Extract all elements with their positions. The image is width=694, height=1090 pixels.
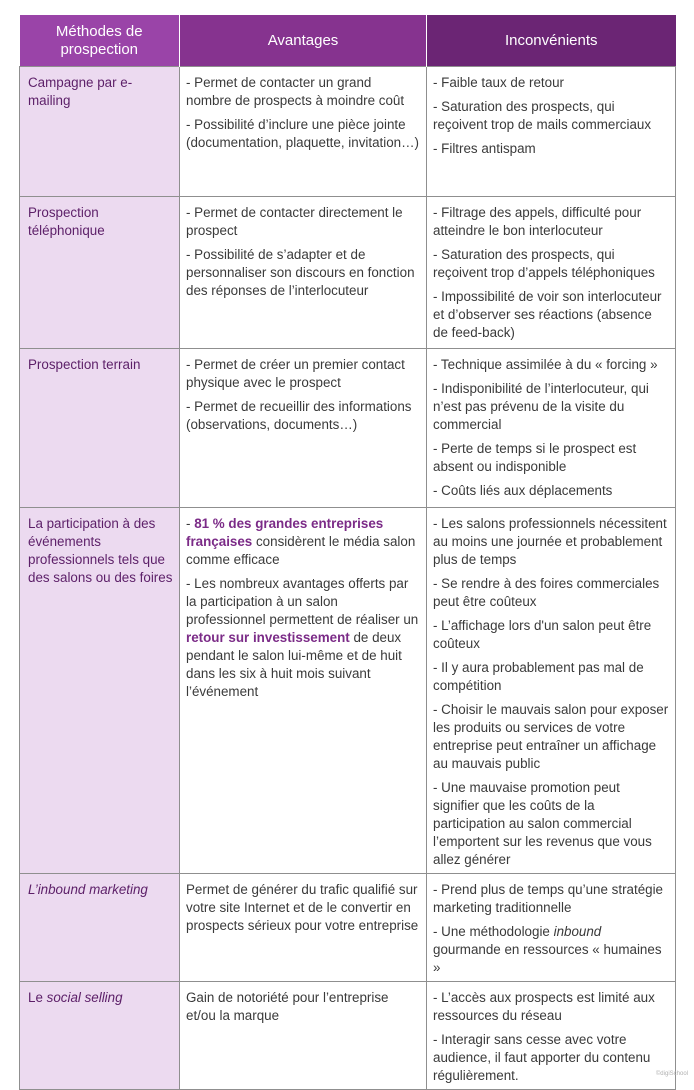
highlight-text: 81 % des grandes entreprises françaises: [186, 516, 384, 549]
method-cell: [20, 874, 180, 982]
list-item: - Faible taux de retour: [433, 75, 564, 90]
disadvantages-cell: [427, 982, 676, 1090]
list-item: - Permet de recueillir des informations (observations, documents…): [186, 399, 412, 432]
item-suffix: de deux pendant le salon lui-même et de huit dans les six à huit mois suivant l’événement: [186, 630, 402, 699]
list-item: - Possibilité d’inclure une pièce jointe (documentation, plaquette, invitation…): [186, 117, 419, 150]
advantages-cell: [180, 349, 427, 508]
disadvantages-cell: [427, 349, 676, 508]
list-item: - Les salons professionnels nécessitent au moins une journée et probablement plus de temps: [433, 516, 667, 567]
item-prefix: - Les nombreux avantages offerts par la participation à un salon professionnel permettent de réaliser un: [186, 576, 419, 627]
header-methods: Méthodes de prospection: [20, 15, 180, 67]
list-item: Gain de notoriété pour l’entreprise et/ou la marque: [186, 990, 389, 1023]
list-item: - Interagir sans cesse avec votre audience, il faut apporter du contenu régulièrement.: [433, 1032, 651, 1083]
advantages-cell: [180, 67, 427, 197]
table-row: [20, 982, 676, 1090]
method-cell: Campagne par e-mailing: [20, 67, 180, 197]
table-row: [20, 349, 676, 508]
disadvantages-cell: [427, 197, 676, 349]
method-cell: [20, 982, 180, 1090]
method-italic: social selling: [46, 990, 123, 1005]
advantages-cell: [180, 874, 427, 982]
list-item: [186, 515, 420, 569]
disadvantages-cell: [427, 508, 676, 874]
list-item: - Filtres antispam: [433, 141, 536, 156]
highlight-text: retour sur investissement: [186, 630, 350, 645]
method-cell: Prospection terrain: [20, 349, 180, 508]
table-row: [20, 874, 676, 982]
header-row: [20, 15, 676, 67]
list-item: - Permet de contacter directement le prospect: [186, 205, 403, 238]
list-item: - Permet de créer un premier contact physique avec le prospect: [186, 357, 405, 390]
list-item: - Possibilité de s’adapter et de personnaliser son discours en fonction des réponses de l’interlocuteur: [186, 247, 415, 298]
list-item: - Technique assimilée à du « forcing »: [433, 357, 658, 372]
list-item: - Une mauvaise promotion peut signifier que les coûts de la participation au salon commercial l’emportent sur les revenus que vous allez générer: [433, 780, 652, 867]
list-item: - Perte de temps si le prospect est absent ou indisponible: [433, 441, 637, 474]
list-item: - L’affichage lors d'un salon peut être coûteux: [433, 618, 652, 651]
prospection-table: [19, 15, 676, 1090]
watermark: ©digiSchool: [655, 1071, 688, 1077]
advantages-cell: [180, 508, 427, 874]
method-prefix: Le: [28, 990, 47, 1005]
list-item: - Prend plus de temps qu’une stratégie marketing traditionnelle: [433, 882, 664, 915]
method-cell: La participation à des événements professionnels tels que des salons ou des foires: [20, 508, 180, 874]
list-item: [433, 923, 669, 977]
advantages-cell: [180, 197, 427, 349]
list-item: - Choisir le mauvais salon pour exposer les produits ou services de votre entreprise peut entraîner un affichage au mauvais public: [433, 702, 669, 771]
list-item: [186, 575, 420, 701]
list-item: - Il y aura probablement pas mal de compétition: [433, 660, 644, 693]
advantages-cell: [180, 982, 427, 1090]
item-prefix: - Une méthodologie: [433, 924, 554, 939]
header-disadvantages: Inconvénients: [427, 15, 676, 67]
item-prefix: -: [186, 516, 195, 531]
item-suffix: gourmande en ressources « humaines »: [433, 942, 662, 975]
table-row: [20, 67, 676, 197]
list-item: - L’accès aux prospects est limité aux ressources du réseau: [433, 990, 655, 1023]
list-item: - Se rendre à des foires commerciales peut être coûteux: [433, 576, 660, 609]
list-item: - Saturation des prospects, qui reçoivent trop d’appels téléphoniques: [433, 247, 655, 280]
item-suffix: considèrent le média salon comme efficace: [186, 534, 416, 567]
table-row: [20, 197, 676, 349]
method-italic: inbound marketing: [37, 882, 148, 897]
disadvantages-cell: [427, 874, 676, 982]
list-item: - Saturation des prospects, qui reçoivent trop de mails commerciaux: [433, 99, 652, 132]
disadvantages-cell: [427, 67, 676, 197]
list-item: Permet de générer du trafic qualifié sur votre site Internet et de le convertir en prospects sérieux pour votre entreprise: [186, 882, 419, 933]
list-item: - Permet de contacter un grand nombre de prospects à moindre coût: [186, 75, 405, 108]
method-cell: Prospection téléphonique: [20, 197, 180, 349]
list-item: - Coûts liés aux déplacements: [433, 483, 613, 498]
list-item: - Indisponibilité de l’interlocuteur, qui n’est pas prévenu de la visite du commercial: [433, 381, 649, 432]
italic-text: inbound: [553, 924, 602, 939]
header-advantages: Avantages: [180, 15, 427, 67]
method-prefix: L’: [28, 882, 38, 897]
table-row: [20, 508, 676, 874]
list-item: - Impossibilité de voir son interlocuteur et d’observer ses réactions (absence de feed-back): [433, 289, 662, 340]
list-item: - Filtrage des appels, difficulté pour atteindre le bon interlocuteur: [433, 205, 642, 238]
